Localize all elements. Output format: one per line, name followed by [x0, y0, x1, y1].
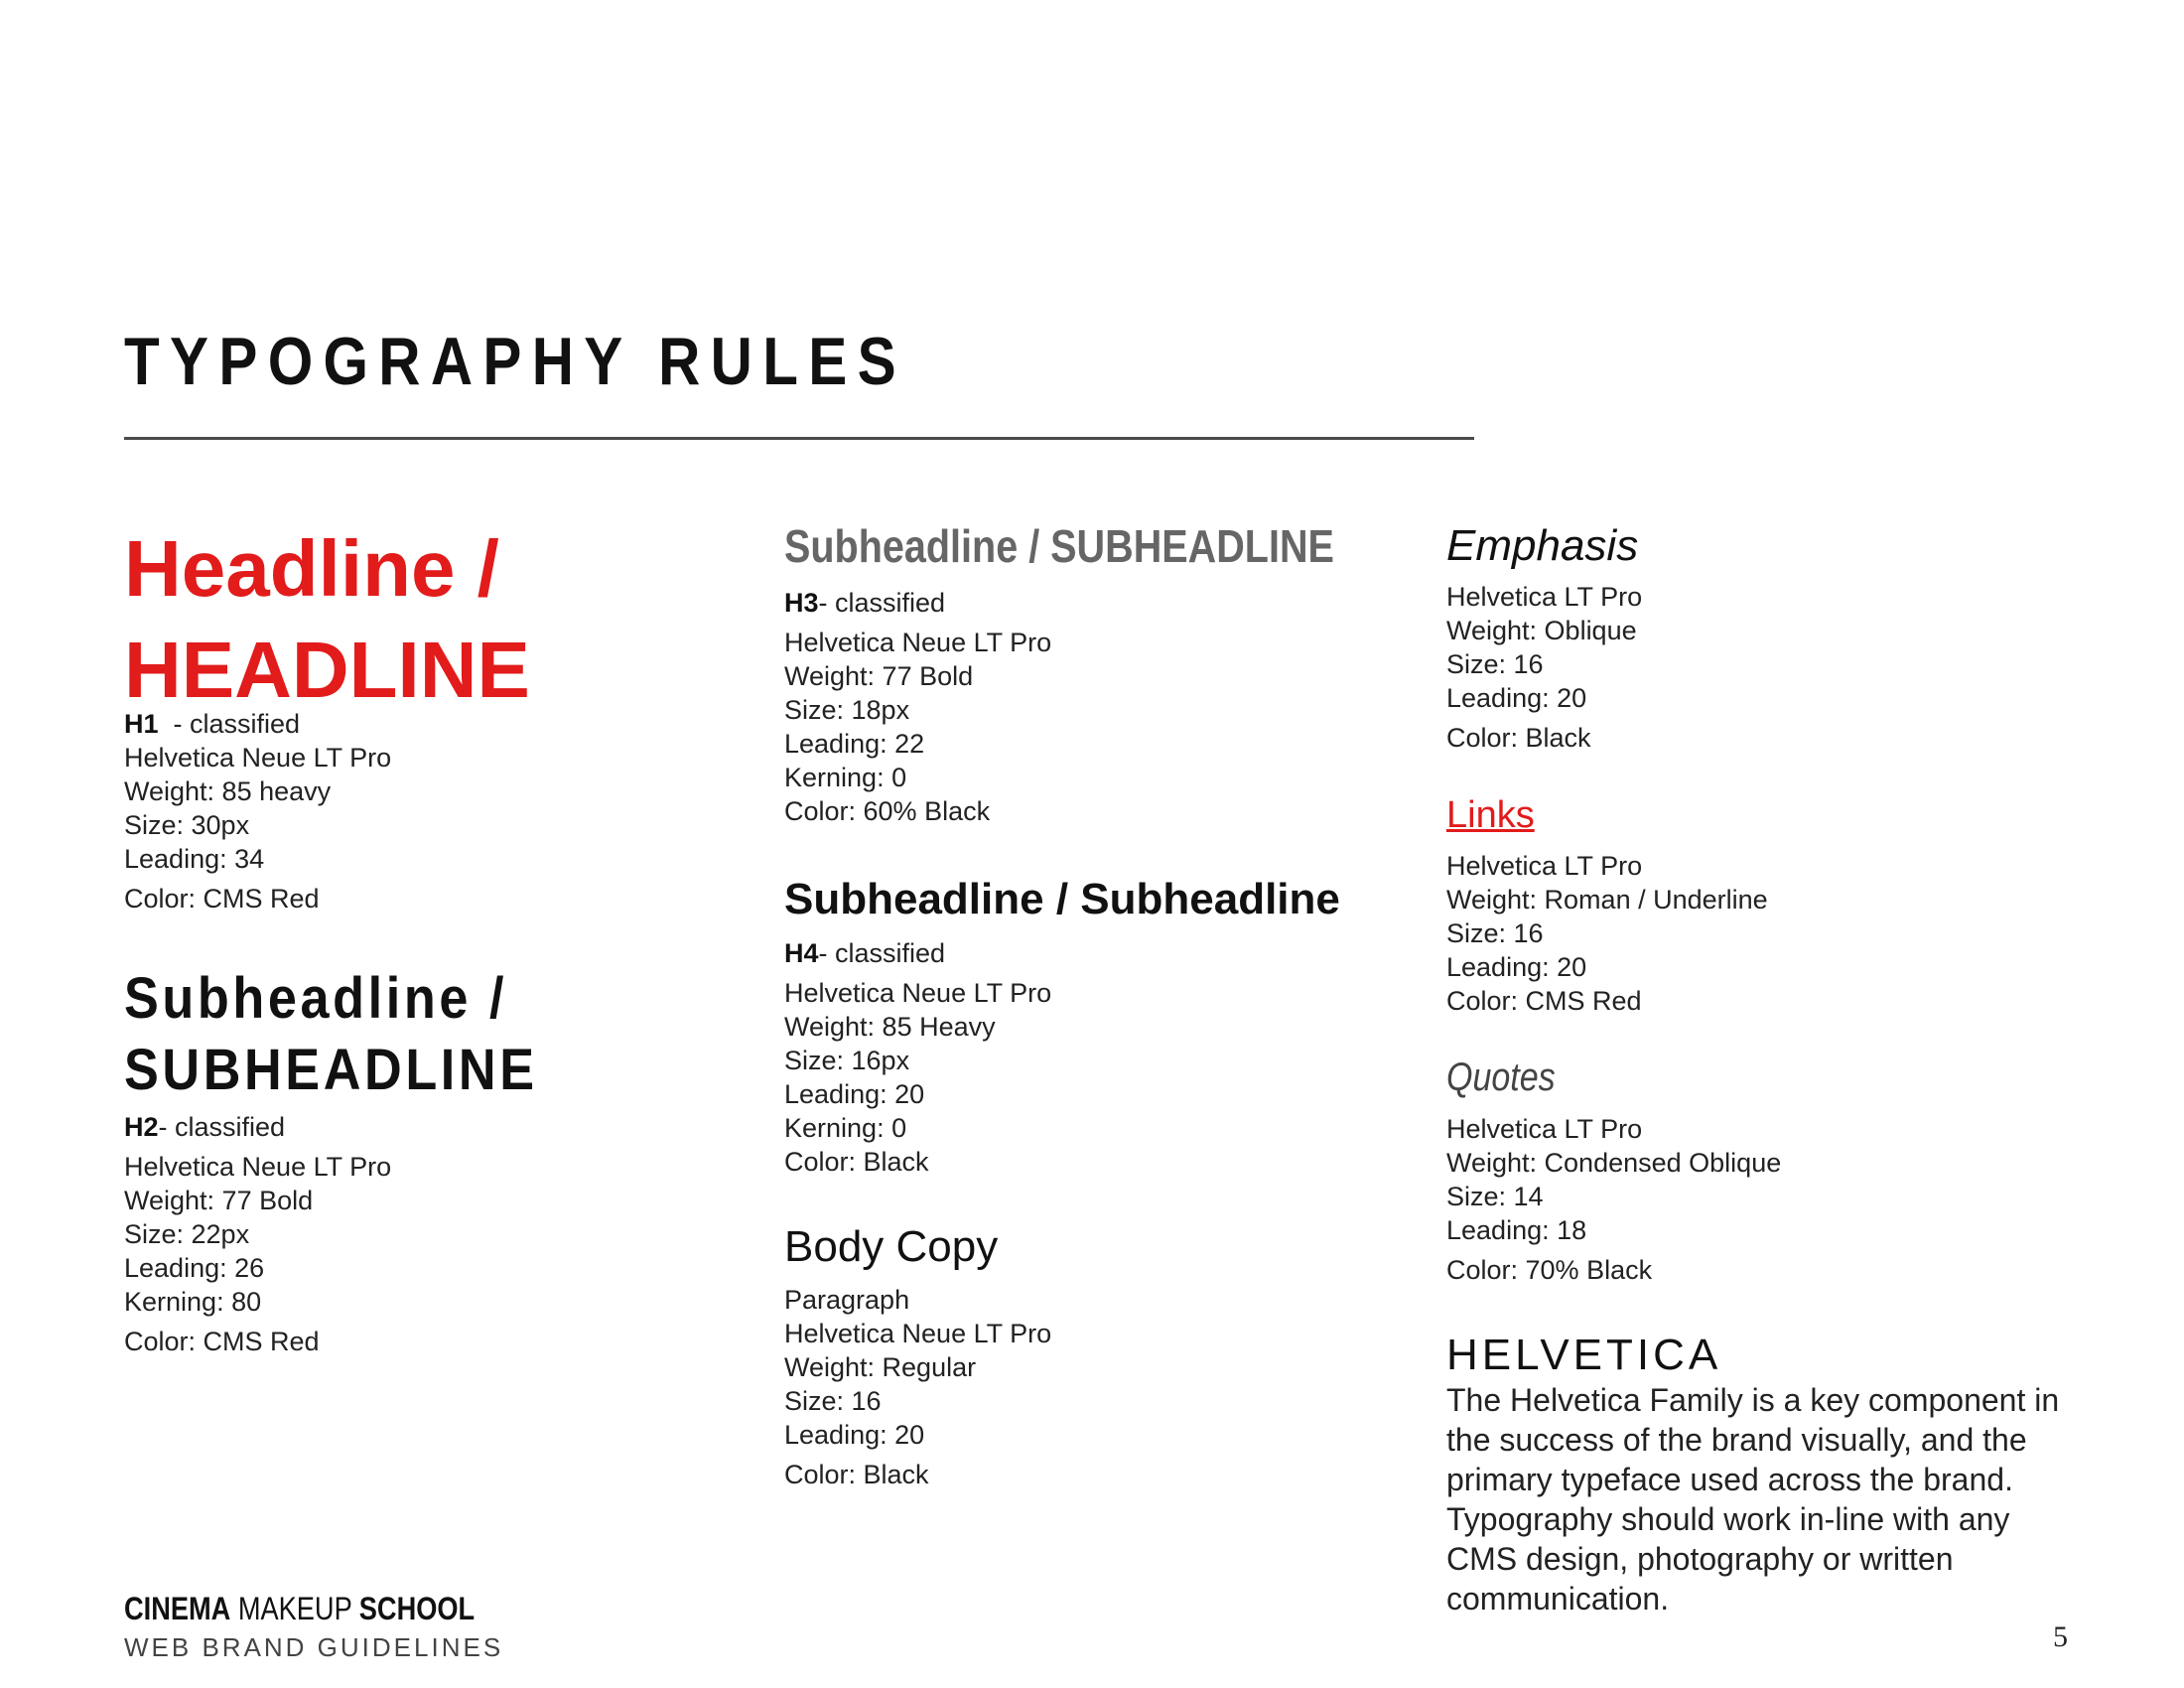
emphasis-spec-block [1446, 580, 1642, 755]
h2-spec-color: Color: CMS Red [124, 1327, 320, 1356]
h3-tag-line [784, 586, 1051, 620]
links-spec-color: Color: CMS Red [1446, 986, 1642, 1016]
h1-spec-color: Color: CMS Red [124, 884, 320, 914]
h4-spec-block [784, 936, 1051, 1179]
quotes-spec-color: Color: 70% Black [1446, 1255, 1653, 1285]
quotes-spec-weight: Weight: Condensed Oblique [1446, 1148, 1782, 1178]
h3-sample: Subheadline / SUBHEADLINE [784, 520, 1334, 572]
emphasis-sample: Emphasis [1446, 521, 1639, 570]
brand-name [124, 1591, 475, 1626]
title-divider [124, 437, 1474, 440]
links-spec-weight: Weight: Roman / Underline [1446, 885, 1768, 914]
body-spec-weight: Weight: Regular [784, 1352, 977, 1382]
h1-tag-suffix: - classified [158, 709, 301, 739]
h3-spec-block [784, 586, 1051, 828]
emphasis-spec-font: Helvetica LT Pro [1446, 582, 1643, 612]
emphasis-spec-color: Color: Black [1446, 723, 1591, 753]
quotes-spec-leading: Leading: 18 [1446, 1215, 1587, 1245]
h3-spec-color: Color: 60% Black [784, 796, 991, 826]
helvetica-description: The Helvetica Family is a key component in the success of the brand visually, and the primary typeface used across the brand. Typography should work in-line with any CMS design, photography or written communication. [1446, 1382, 2060, 1617]
h2-tag-line [124, 1110, 391, 1144]
h1-sample [124, 518, 740, 721]
h1-tag-line [124, 707, 391, 741]
h2-spec-leading: Leading: 26 [124, 1253, 265, 1283]
quotes-spec-font: Helvetica LT Pro [1446, 1114, 1643, 1144]
h1-sample-line2: HEADLINE [124, 626, 530, 714]
body-spec-font: Helvetica Neue LT Pro [784, 1319, 1052, 1348]
body-spec-size: Size: 16 [784, 1386, 882, 1416]
h2-sample-line1: Subheadline / [124, 966, 508, 1031]
h4-tag: H4 [784, 938, 819, 968]
h4-spec-leading: Leading: 20 [784, 1079, 925, 1109]
h1-spec-font: Helvetica Neue LT Pro [124, 743, 392, 773]
brand-name-makeup: MAKEUP [230, 1591, 359, 1626]
body-copy-sample: Body Copy [784, 1222, 999, 1271]
h2-tag: H2 [124, 1112, 159, 1142]
links-spec-block [1446, 849, 1768, 1018]
page-title: TYPOGRAPHY RULES [124, 324, 906, 399]
h2-spec-font: Helvetica Neue LT Pro [124, 1152, 392, 1182]
h2-sample-line2: SUBHEADLINE [124, 1038, 538, 1102]
brand-subtitle: WEB BRAND GUIDELINES [124, 1632, 504, 1662]
h4-sample: Subheadline / Subheadline [784, 875, 1340, 923]
h4-spec-kerning: Kerning: 0 [784, 1113, 907, 1143]
h1-spec-leading: Leading: 34 [124, 844, 265, 874]
body-copy-spec-block [784, 1283, 1051, 1491]
h4-spec-size: Size: 16px [784, 1046, 910, 1075]
h2-sample [124, 963, 624, 1106]
h4-spec-weight: Weight: 85 Heavy [784, 1012, 996, 1042]
h1-spec-size: Size: 30px [124, 810, 250, 840]
h3-spec-weight: Weight: 77 Bold [784, 661, 974, 691]
links-spec-font: Helvetica LT Pro [1446, 851, 1643, 881]
h1-sample-line1: Headline / [124, 524, 499, 613]
helvetica-heading: HELVETICA [1446, 1331, 1722, 1379]
h3-spec-leading: Leading: 22 [784, 729, 925, 759]
links-sample[interactable]: Links [1446, 794, 1535, 836]
h3-spec-size: Size: 18px [784, 695, 910, 725]
h3-spec-kerning: Kerning: 0 [784, 763, 907, 792]
body-spec-leading: Leading: 20 [784, 1420, 925, 1450]
h4-spec-font: Helvetica Neue LT Pro [784, 978, 1052, 1008]
h1-spec-block [124, 707, 391, 915]
quotes-spec-block [1446, 1112, 1781, 1287]
h4-tag-line [784, 936, 1051, 970]
h2-tag-suffix: - classified [158, 1112, 286, 1142]
emphasis-spec-size: Size: 16 [1446, 649, 1544, 679]
h3-spec-font: Helvetica Neue LT Pro [784, 628, 1052, 657]
links-spec-size: Size: 16 [1446, 918, 1544, 948]
h2-spec-size: Size: 22px [124, 1219, 250, 1249]
h2-spec-block [124, 1110, 391, 1358]
page-number: 5 [2053, 1620, 2068, 1653]
h2-spec-weight: Weight: 77 Bold [124, 1186, 314, 1215]
h3-tag: H3 [784, 588, 819, 618]
h1-tag: H1 [124, 709, 159, 739]
links-spec-leading: Leading: 20 [1446, 952, 1587, 982]
emphasis-spec-leading: Leading: 20 [1446, 683, 1587, 713]
brand-name-school: SCHOOL [358, 1591, 476, 1626]
body-spec-paragraph: Paragraph [784, 1285, 910, 1315]
h2-spec-kerning: Kerning: 80 [124, 1287, 262, 1317]
body-spec-color: Color: Black [784, 1460, 929, 1489]
h4-tag-suffix: - classified [818, 938, 946, 968]
emphasis-spec-weight: Weight: Oblique [1446, 616, 1637, 645]
h1-spec-weight: Weight: 85 heavy [124, 776, 332, 806]
h3-tag-suffix: - classified [818, 588, 946, 618]
quotes-sample: Quotes [1446, 1055, 1556, 1099]
quotes-spec-size: Size: 14 [1446, 1182, 1544, 1211]
brand-name-cinema: CINEMA [124, 1591, 231, 1626]
h4-spec-color: Color: Black [784, 1147, 929, 1177]
